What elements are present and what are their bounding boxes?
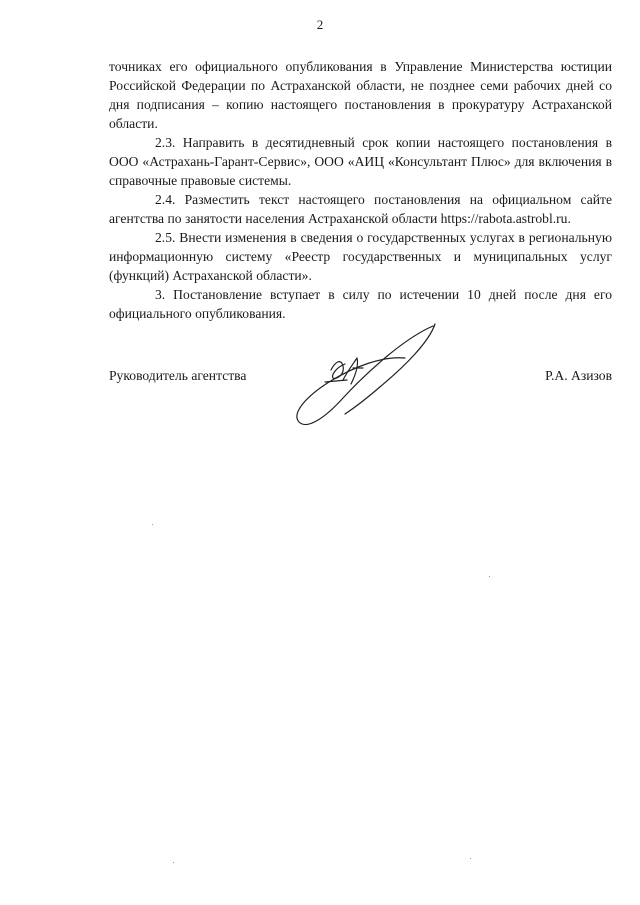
- paragraph-2-3: 2.3. Направить в десятидневный срок копии настоящего постановления в ООО «Астрахань-Гарант-Сервис», ООО «АИЦ «Консультант Плюс» для включения в справочные правовые системы.: [109, 135, 612, 188]
- paragraph-3: 3. Постановление вступает в силу по истечении 10 дней после дня его официального опубликования.: [109, 287, 612, 321]
- document-body: [109, 57, 612, 323]
- paragraph-2-4: 2.4. Разместить текст настоящего постановления на официальном сайте агентства по занятости населения Астраханской области https://rabota.astrobl.ru.: [109, 192, 612, 226]
- scan-speck: [489, 576, 490, 577]
- paragraph-continuation: точниках его официального опубликования в Управление Министерства юстиции Российской Федерации по Астраханской области, не позднее семи рабочих дней со дня подписания – копию настоящего постановления в прокуратуру Астраханской области.: [109, 59, 612, 131]
- page-number: 2: [316, 17, 324, 32]
- scan-speck: [470, 858, 471, 859]
- handwritten-signature-icon: [285, 318, 445, 436]
- signer-position: Руководитель агентства: [109, 368, 247, 383]
- signer-name: Р.А. Азизов: [545, 368, 612, 383]
- scan-speck: [173, 862, 174, 863]
- scan-speck: [152, 524, 153, 525]
- paragraph-2-5: 2.5. Внести изменения в сведения о государственных услугах в региональную информационную систему «Реестр государственных и муниципальных услуг (функций) Астраханской области».: [109, 230, 612, 283]
